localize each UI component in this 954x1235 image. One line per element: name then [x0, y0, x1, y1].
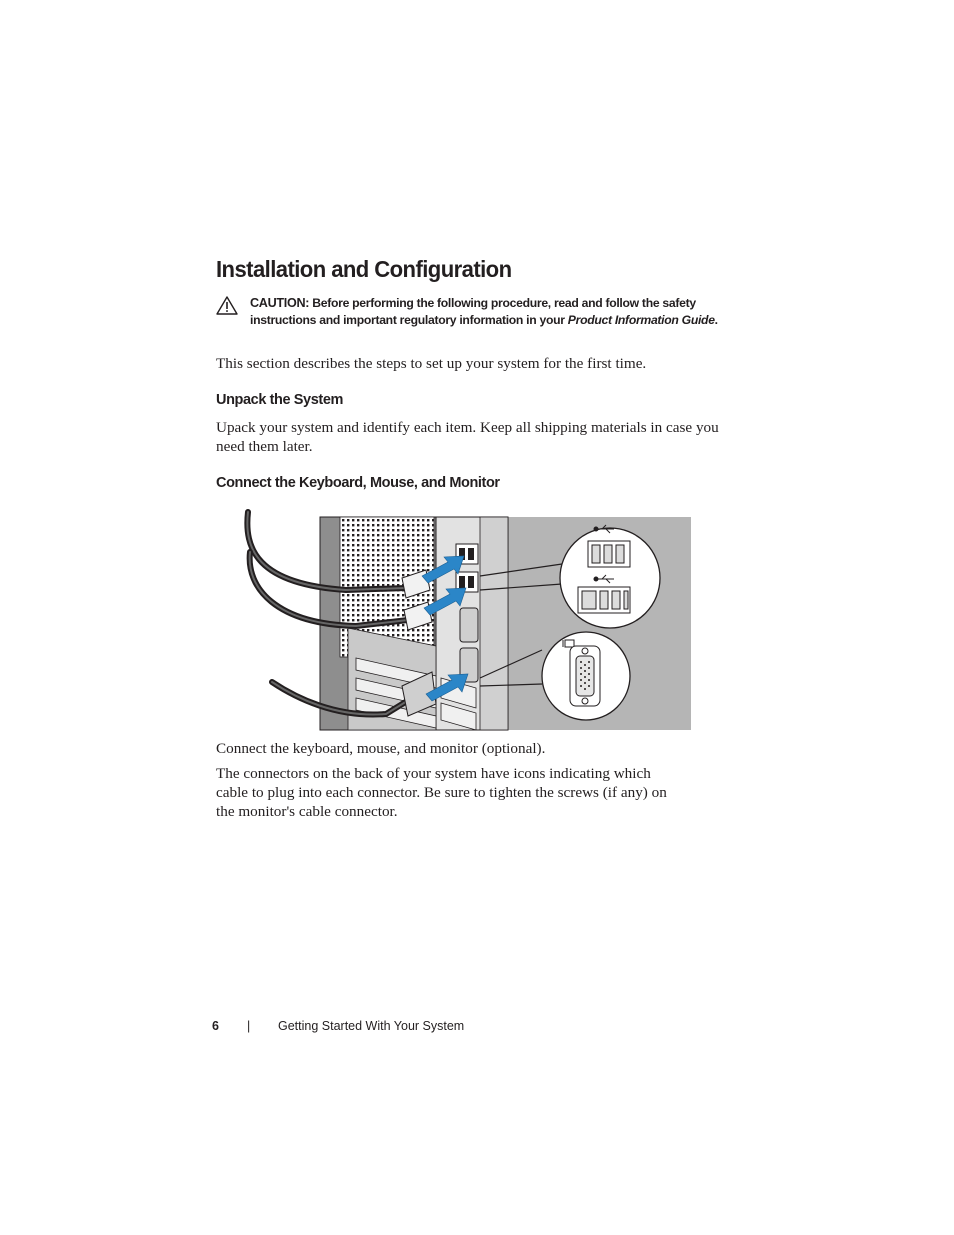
connect-paragraph: The connectors on the back of your system have icons indicating which cable to plug into each connector. Be sure to tighten the screws (if any) on the monitor's cable connector.: [216, 765, 667, 820]
connection-illustration: [236, 508, 692, 732]
page-number: 6: [212, 1019, 219, 1033]
vga-connector: [570, 646, 600, 706]
section-heading-connect: Connect the Keyboard, Mouse, and Monitor: [216, 475, 500, 491]
caution-label: CAUTION:: [250, 296, 310, 310]
caution-period: .: [714, 313, 718, 327]
product-information-guide-title: Product Information Guide: [567, 313, 715, 327]
warning-triangle-icon: [216, 296, 238, 315]
caution-text: [250, 295, 726, 329]
section-heading-unpack: Unpack the System: [216, 392, 343, 408]
footer-separator: |: [247, 1019, 251, 1033]
caution-notice: [216, 295, 726, 329]
panel-serial-port: [460, 608, 478, 642]
intro-paragraph: This section describes the steps to set up your system for the first time.: [216, 355, 647, 372]
caution-body: Before performing the following procedure, read and follow the safety instructions and important regulatory information in your: [250, 296, 696, 327]
page-title: Installation and Configuration: [216, 256, 512, 282]
unpack-paragraph: Upack your system and identify each item. Keep all shipping materials in case you need them later.: [216, 419, 719, 455]
footer-chapter-title: Getting Started With Your System: [278, 1019, 465, 1033]
figure-caption: Connect the keyboard, mouse, and monitor (optional).: [216, 740, 546, 757]
